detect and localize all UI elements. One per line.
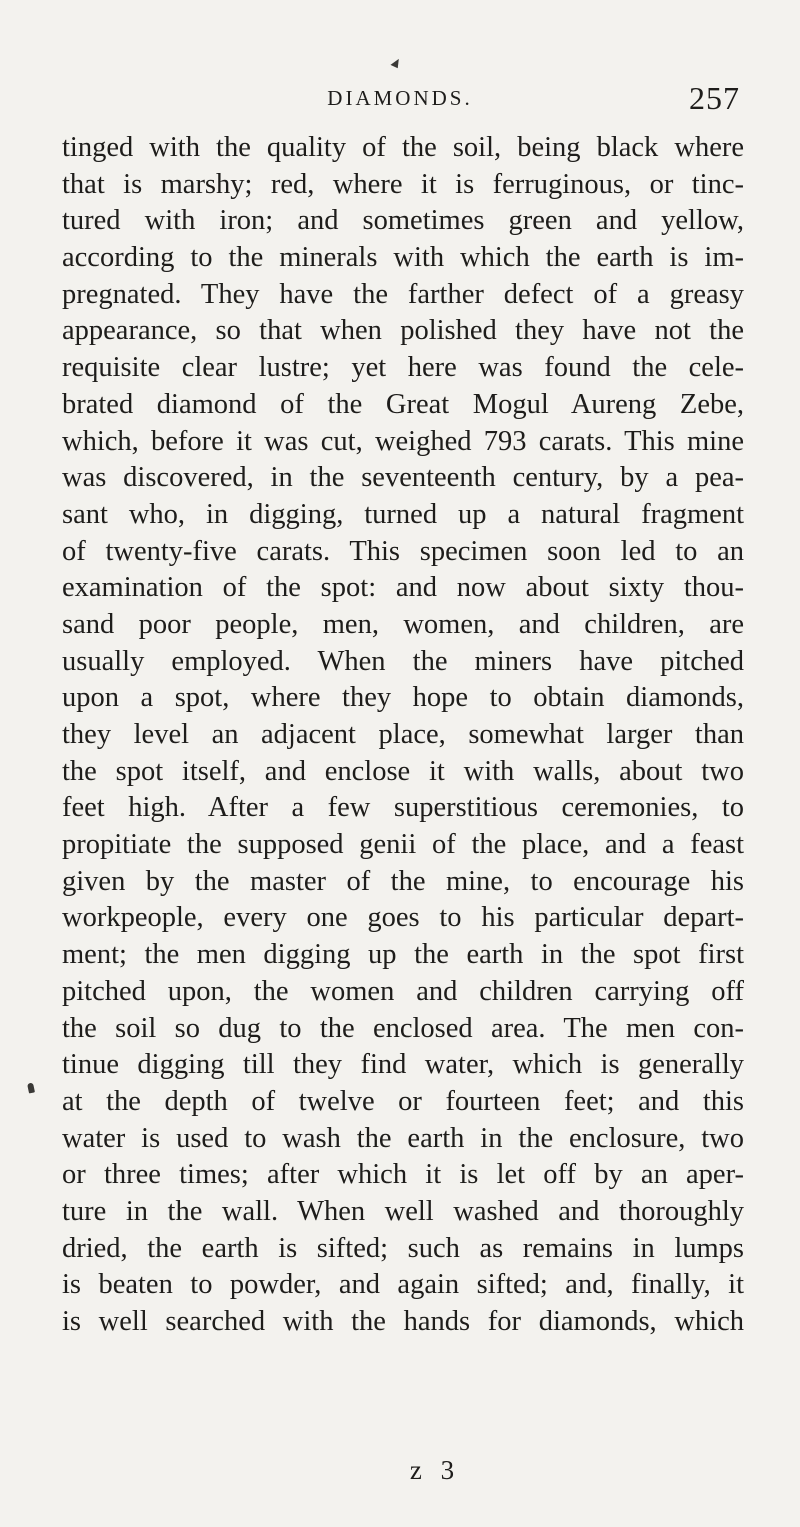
text-line: brated diamond of the Great Mogul Aureng Zebe, [62,388,744,420]
text-line: dried, the earth is sifted; such as remains in lumps [62,1232,744,1264]
text-line: at the depth of twelve or fourteen feet; and this [62,1085,744,1117]
text-line: tured with iron; and sometimes green and yellow, [62,205,744,237]
text-line: usually employed. When the miners have pitched [62,645,744,677]
text-line: they level an adjacent place, somewhat larger than [62,719,744,750]
text-line: was discovered, in the seventeenth century, by a pea- [62,462,744,494]
text-line: ture in the wall. When well washed and thoroughly [62,1195,744,1227]
text-line: the spot itself, and enclose it with walls, about two [62,755,744,787]
text-line: upon a spot, where they hope to obtain diamonds, [62,682,744,714]
text-line: ment; the men digging up the earth in the spot first [62,939,744,971]
text-line: according to the minerals with which the earth is im- [62,242,744,274]
text-line: water is used to wash the earth in the enclosure, two [62,1122,744,1154]
text-line: that is marshy; red, where it is ferruginous, or tinc- [62,168,744,200]
margin-ink-mark [27,1082,35,1093]
body-text [62,130,744,1341]
text-line: which, before it was cut, weighed 793 carats. This mine [62,425,744,457]
running-head [60,80,740,120]
text-line: tinged with the quality of the soil, being black where [62,132,744,163]
running-title: DIAMONDS. [327,86,473,110]
text-line: or three times; after which it is let off by an aper- [62,1159,744,1191]
page-number: 257 [689,80,740,116]
text-line: is beaten to powder, and again sifted; and, finally, it [62,1269,744,1301]
text-line: workpeople, every one goes to his particular depart- [62,902,744,934]
text-line: the soil so dug to the enclosed area. The men con- [62,1012,744,1044]
text-line: requisite clear lustre; yet here was found the cele- [62,352,744,384]
signature-mark: z 3 [409,1455,461,1485]
text-line: of twenty-five carats. This specimen soon led to an [62,535,744,567]
text-line: sand poor people, men, women, and children, are [62,608,744,640]
text-line: appearance, so that when polished they have not the [62,315,744,347]
ink-mark [390,57,401,69]
text-line: propitiate the supposed genii of the place, and a feast [62,829,744,861]
text-line: is well searched with the hands for diamonds, which [62,1306,744,1337]
text-line: feet high. After a few superstitious ceremonies, to [62,792,744,824]
text-line: sant who, in digging, turned up a natural fragment [62,498,744,530]
text-line: examination of the spot: and now about sixty thou- [62,572,744,604]
text-line: tinue digging till they find water, which is generally [62,1049,744,1081]
text-line: given by the master of the mine, to encourage his [62,865,744,897]
text-line: pitched upon, the women and children carrying off [62,975,744,1007]
text-line: pregnated. They have the farther defect of a greasy [62,278,744,310]
